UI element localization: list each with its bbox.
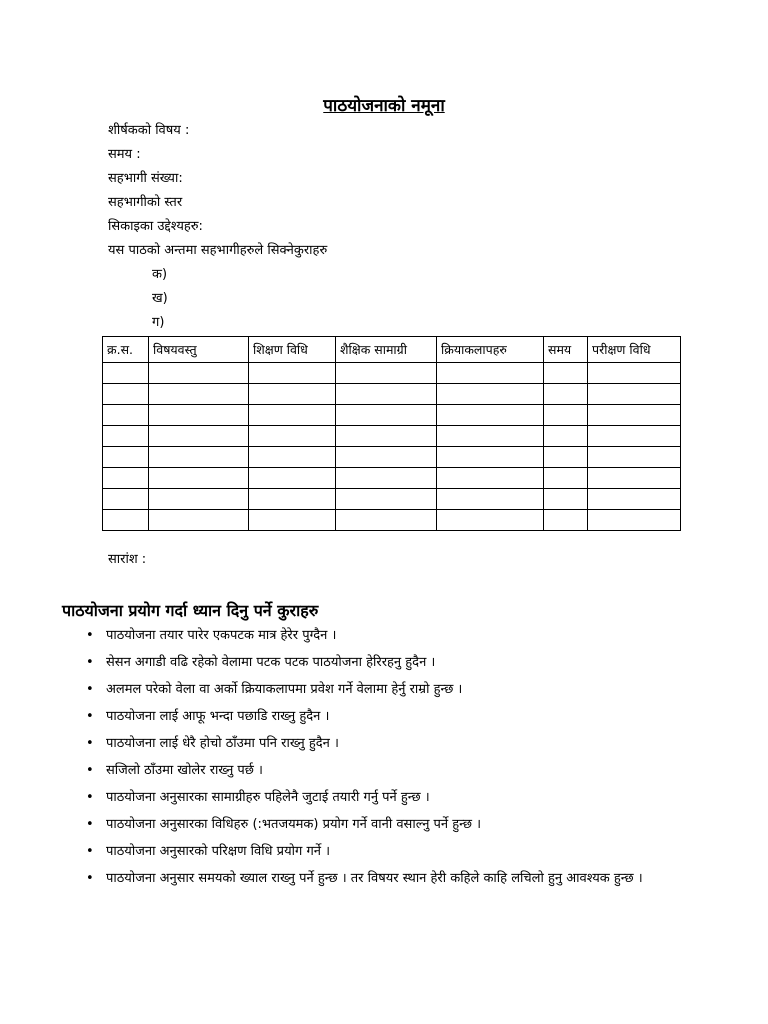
- bullet-icon: •: [86, 736, 94, 751]
- bullet-icon: •: [86, 817, 94, 832]
- table-row: [103, 405, 681, 426]
- list-item: [86, 869, 706, 889]
- table-cell: [588, 510, 681, 531]
- tips-list: [86, 626, 706, 896]
- table-cell: [103, 510, 149, 531]
- table-cell: [149, 447, 249, 468]
- table-cell: [437, 426, 544, 447]
- table-row: [103, 510, 681, 531]
- col-header-materials: शैक्षिक सामाग्री: [336, 337, 437, 363]
- table-cell: [336, 447, 437, 468]
- table-cell: [336, 363, 437, 384]
- list-item: [86, 680, 706, 700]
- table-cell: [544, 468, 588, 489]
- list-item-text: पाठयोजना अनुसारका विधिहरु (:भतजयमक) प्रयोग गर्ने वानी वसाल्नु पर्ने हुन्छ ।: [106, 817, 482, 832]
- list-item-text: पाठयोजना अनुसारका सामाग्रीहरु पहिलेनै जुटाई तयारी गर्नु पर्ने हुन्छ ।: [106, 790, 430, 805]
- table-cell: [249, 447, 336, 468]
- list-item: [86, 815, 706, 835]
- field-learning-outcomes: यस पाठको अन्तमा सहभागीहरुले सिक्नेकुराहरु: [108, 243, 328, 258]
- list-item-text: पाठयोजना अनुसार समयको ख्याल राख्नु पर्ने हुन्छ । तर विषयर स्थान हेरी कहिले काहि लचिलो हुनु आवश्यक हुन्छ ।: [106, 871, 643, 886]
- table-cell: [437, 468, 544, 489]
- col-header-teaching-method: शिक्षण विधि: [249, 337, 336, 363]
- table-cell: [149, 384, 249, 405]
- table-cell: [249, 510, 336, 531]
- table-cell: [544, 489, 588, 510]
- field-learning-objectives: सिकाइका उद्देश्यहरु:: [108, 219, 203, 234]
- table-cell: [103, 447, 149, 468]
- table-cell: [544, 426, 588, 447]
- table-cell: [149, 468, 249, 489]
- bullet-icon: •: [86, 844, 94, 859]
- table-cell: [336, 489, 437, 510]
- table-cell: [588, 468, 681, 489]
- list-item: [86, 707, 706, 727]
- bullet-icon: •: [86, 871, 94, 886]
- table-cell: [149, 405, 249, 426]
- table-cell: [437, 363, 544, 384]
- table-cell: [336, 468, 437, 489]
- section-heading: पाठयोजना प्रयोग गर्दा ध्यान दिनु पर्ने कुराहरु: [62, 601, 319, 620]
- list-item-text: सजिलो ठाँउमा खोलेर राख्नु पर्छ ।: [106, 763, 263, 778]
- table-cell: [103, 426, 149, 447]
- list-item: [86, 734, 706, 754]
- table-body: [103, 363, 681, 531]
- table-cell: [336, 510, 437, 531]
- bullet-icon: •: [86, 655, 94, 670]
- table-cell: [249, 468, 336, 489]
- field-time: समय :: [108, 147, 141, 162]
- table-cell: [336, 384, 437, 405]
- table-cell: [336, 426, 437, 447]
- list-item-text: सेसन अगाडी वढि रहेको वेलामा पटक पटक पाठयोजना हेरिरहनु हुदैन ।: [106, 655, 436, 670]
- list-item: [86, 761, 706, 781]
- table-header-row: [103, 337, 681, 363]
- table-cell: [437, 510, 544, 531]
- field-participant-level: सहभागीको स्तर: [108, 195, 183, 210]
- table-row: [103, 426, 681, 447]
- table-cell: [149, 426, 249, 447]
- table-row: [103, 468, 681, 489]
- table-cell: [103, 468, 149, 489]
- table-cell: [544, 447, 588, 468]
- col-header-time: समय: [544, 337, 588, 363]
- table-cell: [249, 363, 336, 384]
- list-item: [86, 788, 706, 808]
- table-row: [103, 447, 681, 468]
- table-cell: [149, 510, 249, 531]
- table-cell: [437, 447, 544, 468]
- summary-label: सारांश :: [108, 552, 147, 567]
- col-header-serial: क्र.स.: [103, 337, 149, 363]
- list-item: [86, 626, 706, 646]
- table-row: [103, 363, 681, 384]
- table-cell: [149, 363, 249, 384]
- table-cell: [588, 363, 681, 384]
- table-cell: [149, 489, 249, 510]
- table-cell: [249, 384, 336, 405]
- bullet-icon: •: [86, 763, 94, 778]
- list-item-text: पाठयोजना लाई धेरै होचो ठाँउमा पनि राख्नु हुदैन ।: [106, 736, 339, 751]
- table-cell: [544, 405, 588, 426]
- col-header-content: विषयवस्तु: [149, 337, 249, 363]
- bullet-icon: •: [86, 709, 94, 724]
- table-cell: [437, 405, 544, 426]
- table-cell: [336, 405, 437, 426]
- list-item-text: अलमल परेको वेला वा अर्को क्रियाकलापमा प्रवेश गर्ने वेलामा हेर्नु राम्रो हुन्छ ।: [106, 682, 463, 697]
- table-cell: [249, 426, 336, 447]
- table-cell: [544, 384, 588, 405]
- objective-kha: ख): [152, 291, 168, 306]
- field-topic: शीर्षकको विषय :: [108, 123, 190, 138]
- list-item-text: पाठयोजना तयार पारेर एकपटक मात्र हेरेर पुग्दैन ।: [106, 628, 337, 643]
- table-cell: [249, 405, 336, 426]
- table-cell: [588, 384, 681, 405]
- table-cell: [103, 363, 149, 384]
- table-cell: [249, 489, 336, 510]
- table-cell: [588, 405, 681, 426]
- table-cell: [544, 363, 588, 384]
- table-row: [103, 384, 681, 405]
- table-cell: [588, 426, 681, 447]
- table-cell: [437, 384, 544, 405]
- table-cell: [103, 489, 149, 510]
- page-title: पाठयोजनाको नमूना: [323, 96, 445, 116]
- lesson-plan-table: [102, 336, 681, 531]
- table-cell: [588, 489, 681, 510]
- list-item: [86, 842, 706, 862]
- table-cell: [103, 405, 149, 426]
- bullet-icon: •: [86, 790, 94, 805]
- table-cell: [437, 489, 544, 510]
- col-header-evaluation: परीक्षण विधि: [588, 337, 681, 363]
- bullet-icon: •: [86, 682, 94, 697]
- list-item-text: पाठयोजना अनुसारको परिक्षण विधि प्रयोग गर्ने ।: [106, 844, 331, 859]
- field-participants: सहभागी संख्या:: [108, 171, 183, 186]
- table-row: [103, 489, 681, 510]
- objective-ka: क): [152, 267, 168, 282]
- col-header-activities: क्रियाकलापहरु: [437, 337, 544, 363]
- bullet-icon: •: [86, 628, 94, 643]
- table-cell: [544, 510, 588, 531]
- table-cell: [588, 447, 681, 468]
- list-item: [86, 653, 706, 673]
- table-cell: [103, 384, 149, 405]
- objective-ga: ग): [152, 315, 165, 330]
- list-item-text: पाठयोजना लाई आफू भन्दा पछाडि राख्नु हुदैन ।: [106, 709, 330, 724]
